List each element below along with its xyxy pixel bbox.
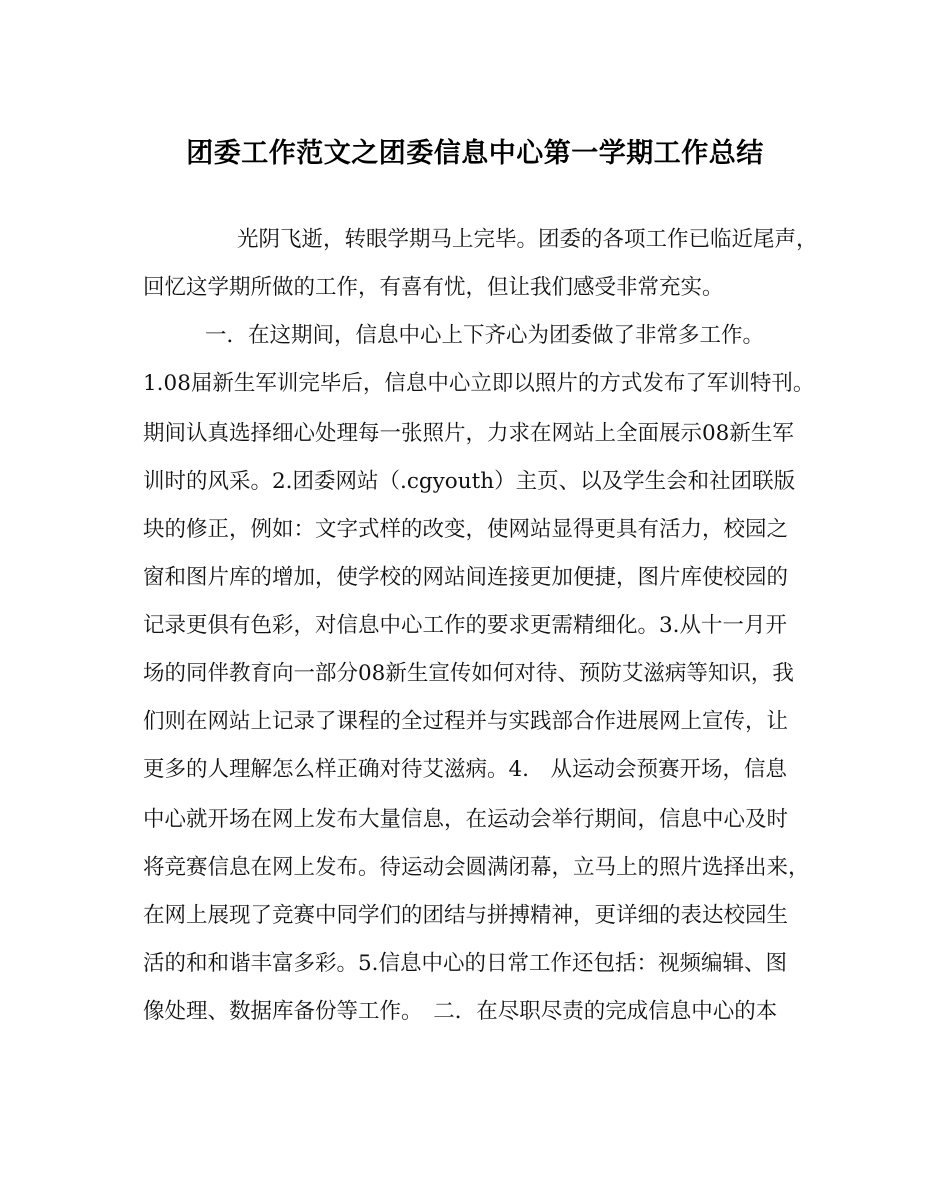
paragraph-line: 期间认真选择细心处理每一张照片，力求在网站上全面展示08新生军 <box>143 421 794 446</box>
paragraph-line: 回忆这学期所做的工作，有喜有忧，但让我们感受非常充实。 <box>143 275 724 300</box>
paragraph-line: 在网上展现了竞赛中同学们的团结与拼搏精神，更详细的表达校园生 <box>143 903 789 928</box>
paragraph-line: 记录更俱有色彩，对信息中心工作的要求更需精细化。3.从十一月开 <box>143 613 788 638</box>
paragraph-line: 光阴飞逝，转眼学期马上完毕。团委的各项工作已临近尾声， <box>237 227 818 252</box>
paragraph-line: 1.08届新生军训完毕后，信息中心立即以照片的方式发布了军训特刊。 <box>143 371 815 396</box>
paragraph-line: 们则在网站上记录了课程的全过程并与实践部合作进展网上宣传，让 <box>143 709 789 734</box>
paragraph-line: 训时的风采。2.团委网站（.cgyouth）主页、以及学生会和社团联版 <box>143 469 796 494</box>
paragraph-line: 窗和图片库的增加，使学校的网站间连接更加便捷，图片库使校园的 <box>143 565 789 590</box>
paragraph-line: 中心就开场在网上发布大量信息，在运动会举行期间，信息中心及时 <box>143 807 789 832</box>
paragraph-line: 更多的人理解怎么样正确对待艾滋病。4. 从运动会预赛开场，信息 <box>143 757 788 782</box>
paragraph-line: 将竞赛信息在网上发布。待运动会圆满闭幕，立马上的照片选择出来， <box>143 855 810 880</box>
document-title: 团委工作范文之团委信息中心第一学期工作总结 <box>186 138 764 169</box>
paragraph-line: 像处理、数据库备份等工作。 二．在尽职尽责的完成信息中心的本 <box>143 999 778 1024</box>
paragraph-line: 场的同伴教育向一部分08新生宣传如何对待、预防艾滋病等知识，我 <box>143 661 794 686</box>
paragraph-line: 块的修正，例如：文字式样的改变，使网站显得更具有活力，校园之 <box>143 517 789 542</box>
paragraph-line: 活的和和谐丰富多彩。5.信息中心的日常工作还包括：视频编辑、图 <box>143 951 788 976</box>
paragraph-line: 一．在这期间，信息中心上下齐心为团委做了非常多工作。 <box>205 323 765 348</box>
